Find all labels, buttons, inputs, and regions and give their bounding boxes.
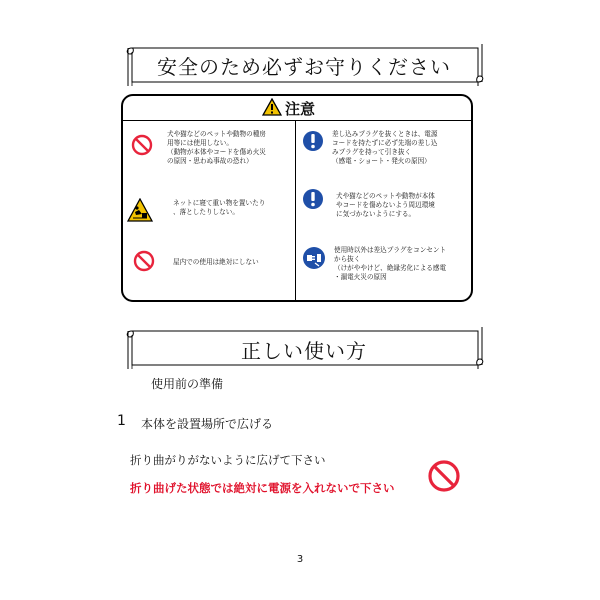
caution-item <box>123 240 295 302</box>
unplug-icon <box>302 246 326 270</box>
caution-text: 差し込みプラグを抜くときは、電源 コードを持たずに必ず先端の差し込 みプラグを持って引き抜く （感電・ショート・発火の原因） <box>332 130 438 165</box>
page-number: 3 <box>296 554 304 565</box>
caution-text: 屋内での使用は絶対にしない <box>173 258 259 266</box>
caution-item <box>296 120 468 180</box>
caution-text: 犬や猫などのペットや動物が本体 やコードを傷めないよう周辺環境 に気づかないようにする。 <box>336 192 435 218</box>
caution-item <box>123 120 295 180</box>
caution-header <box>123 96 471 121</box>
section-subtitle: 使用前の準備 <box>151 377 224 391</box>
step-number: 1 <box>117 413 126 429</box>
safety-banner <box>122 42 486 88</box>
step-title: 本体を設置場所で広げる <box>141 417 274 431</box>
prohibition-icon <box>133 250 155 272</box>
mandatory-icon <box>302 130 324 152</box>
caution-item <box>296 240 468 302</box>
caution-text: 使用時以外は差込プラグをコンセント から抜く （けがややけど、絶縁劣化による感電 ・漏電火災の原因 <box>334 246 447 281</box>
instruction-text: 折り曲がりがないように広げて下さい <box>130 453 326 467</box>
caution-text: 犬や猫などのペットや動物の種房 用等には使用しない。 （動物が本体やコードを傷め火災 の原因・思わぬ事故の恐れ） <box>167 130 266 165</box>
prohibition-icon <box>427 459 461 493</box>
caution-item <box>296 180 468 240</box>
caution-title: 注意 <box>285 100 316 118</box>
caution-box <box>121 94 473 302</box>
caution-text: ネットに寝て重い物を置いたり 、落としたりしない。 <box>173 199 266 216</box>
prohibition-icon <box>131 134 153 156</box>
falling-object-warning-icon <box>127 198 153 222</box>
caution-item <box>123 180 295 240</box>
warning-triangle-icon <box>262 98 282 116</box>
banner-title: 安全のため必ずお守りください <box>157 55 451 79</box>
mandatory-icon <box>302 188 324 210</box>
usage-banner <box>122 325 486 371</box>
banner-title: 正しい使い方 <box>241 339 367 363</box>
warning-instruction-text: 折り曲げた状態では絶対に電源を入れないで下さい <box>130 481 395 495</box>
